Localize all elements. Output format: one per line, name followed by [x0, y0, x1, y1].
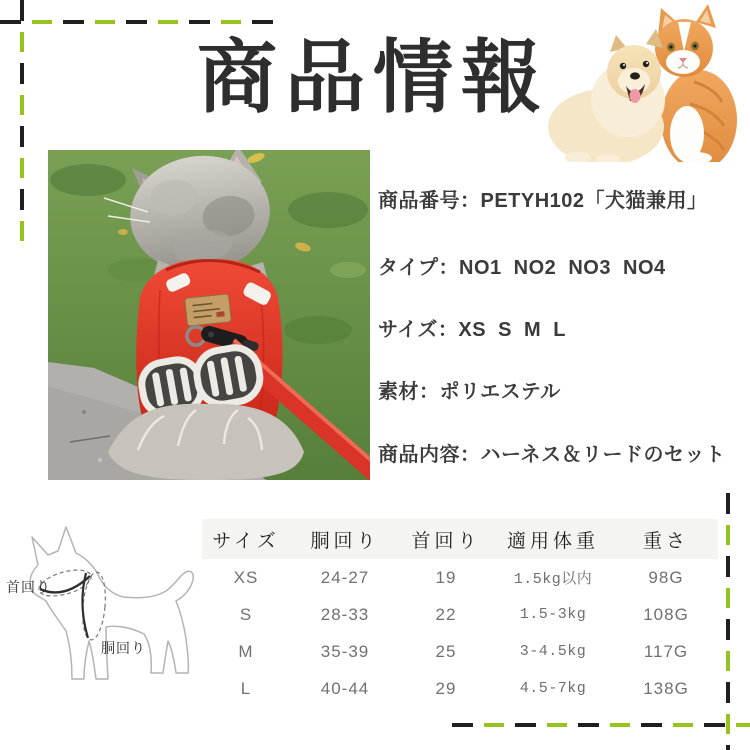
detail-contents	[378, 438, 726, 467]
detail-size	[378, 313, 566, 342]
table-row	[202, 559, 718, 596]
cell-weight-range: 3-4.5kg	[519, 643, 587, 660]
cell-item-weight: 98G	[648, 567, 684, 587]
detail-label: 商品番号：	[378, 190, 481, 212]
cell-item-weight: 117G	[643, 641, 689, 661]
detail-value: PETYH102「犬猫兼用」	[480, 190, 708, 212]
cat-and-dog-photo	[543, 2, 750, 162]
cell-item-weight: 138G	[643, 678, 689, 698]
cell-chest: 35-39	[320, 641, 370, 661]
cell-size: M	[238, 641, 254, 661]
chest-girth-label: 胴回り	[101, 642, 146, 657]
table-row	[202, 633, 718, 670]
cell-neck: 19	[435, 567, 457, 587]
table-row	[202, 596, 718, 633]
header-weight-range: 適用体重	[492, 519, 614, 559]
cell-neck: 25	[435, 641, 457, 661]
detail-value: XS S M L	[458, 319, 566, 341]
size-chart-table	[202, 519, 718, 707]
detail-value: NO1 NO2 NO3 NO4	[459, 257, 666, 279]
dashed-line-right	[726, 493, 730, 750]
detail-value: ハーネス＆リードのセット	[480, 444, 726, 466]
cell-weight-range: 1.5kg以内	[513, 571, 593, 588]
cell-size: S	[239, 604, 253, 624]
detail-material	[378, 375, 561, 404]
cell-chest: 28-33	[320, 604, 370, 624]
dashed-line-left	[20, 0, 24, 252]
detail-label: タイプ：	[378, 257, 459, 279]
header-chest: 胴回り	[290, 519, 400, 559]
detail-label: 商品内容：	[378, 444, 481, 466]
page-title: 商品情報	[197, 33, 549, 122]
detail-item-number	[378, 184, 708, 213]
cell-neck: 29	[435, 678, 457, 698]
dashed-line-bottom	[452, 723, 750, 727]
cell-neck: 22	[435, 604, 457, 624]
cell-weight-range: 1.5-3kg	[519, 606, 587, 623]
neck-girth-label: 首回り	[6, 581, 51, 596]
detail-label: サイズ：	[378, 319, 459, 341]
header-size: サイズ	[202, 519, 290, 559]
detail-type	[378, 251, 666, 280]
cell-chest: 24-27	[320, 567, 370, 587]
size-chart	[202, 519, 718, 707]
detail-label: 素材：	[378, 381, 440, 403]
cell-size: L	[240, 678, 252, 698]
detail-value: ポリエステル	[439, 381, 561, 403]
table-row	[202, 670, 718, 707]
harness-product-photo	[48, 150, 370, 480]
cell-item-weight: 108G	[643, 604, 689, 624]
size-chart-header-row	[202, 519, 718, 559]
dashed-line-top	[0, 20, 282, 24]
cell-size: XS	[233, 567, 259, 587]
cell-chest: 40-44	[320, 678, 370, 698]
dog-measurement-diagram	[2, 513, 202, 735]
header-item-weight: 重さ	[614, 519, 718, 559]
cell-weight-range: 4.5-7kg	[519, 680, 587, 697]
header-neck: 首回り	[400, 519, 492, 559]
